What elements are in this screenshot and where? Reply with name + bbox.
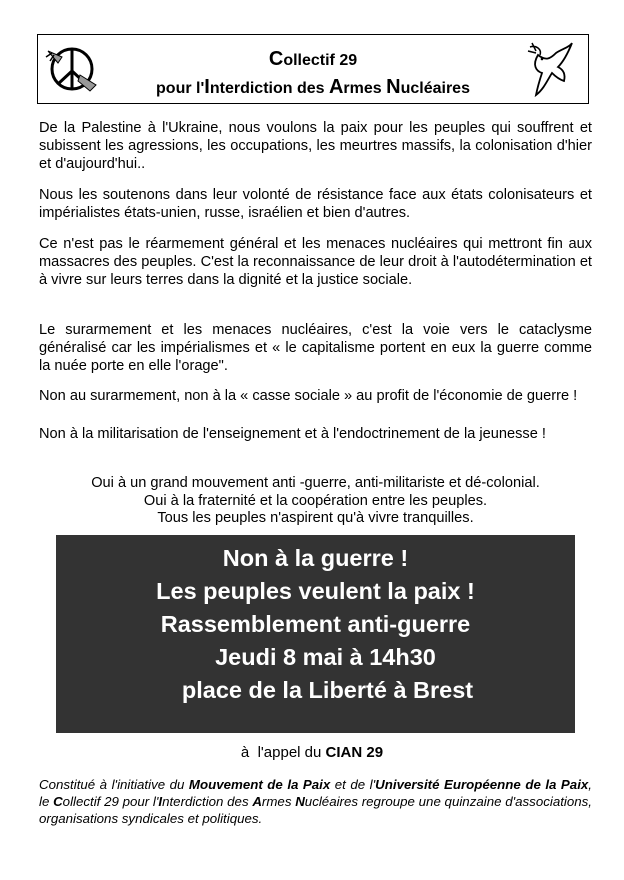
footer-text: ucléaires regroupe une quinzaine d'associations, organisations syndicales et politiques. <box>39 794 592 826</box>
banner-line-3: Rassemblement anti-guerre <box>160 611 471 637</box>
banner-line-1: Non à la guerre ! <box>222 545 409 571</box>
slogan-line: Oui à un grand mouvement anti -guerre, anti-militariste et dé-colonial. <box>91 475 540 491</box>
paragraph-text: Non à la militarisation de l'enseignement et à l'endoctrinement de la jeunesse ! <box>39 426 546 442</box>
footer-text: rmes <box>261 794 296 809</box>
paragraph-text: De la Palestine à l'Ukraine, nous voulons la paix pour les peuples qui souffrent et subissent les agressions, les occupations, les meurtres massifs, la colonisation d'hier et d'aujourd'hui.. <box>39 120 592 172</box>
paragraph-text: Nous les soutenons dans leur volonté de résistance face aux états colonisateurs et impérialistes états-unien, russe, israélien et bien d'autres. <box>39 187 592 221</box>
appeal-prefix: à l'appel du <box>240 744 326 761</box>
banner-line-4: Jeudi 8 mai à 14h30 <box>215 644 436 670</box>
footer-org-mouvement: Mouvement de la Paix <box>188 777 331 792</box>
slogans-block <box>39 475 592 528</box>
paragraph-3 <box>39 236 592 289</box>
title-line-2: pour l'Interdiction des Armes Nucléaires <box>156 76 470 98</box>
broken-missile-peace-icon <box>44 41 100 97</box>
banner-line-5: place de la Liberté à Brest <box>181 677 474 703</box>
appeal-line <box>0 743 624 763</box>
footer-initial: I <box>158 794 163 809</box>
footer-initial: C <box>53 794 63 809</box>
footer-text: Constitué à l'initiative du <box>39 777 189 792</box>
footer-initial: A <box>252 794 262 809</box>
footer-text: , le <box>39 777 592 809</box>
slogan-line: Oui à la fraternité et la coopération entre les peuples. <box>143 492 488 509</box>
footer-initial: N <box>295 794 305 809</box>
paragraph-1 <box>39 120 592 173</box>
footer-note <box>39 776 592 827</box>
rally-banner <box>56 535 575 733</box>
title-line-1: Collectif 29 <box>268 48 358 70</box>
peace-dove-icon <box>522 39 578 101</box>
paragraph-4 <box>39 322 592 375</box>
slogan-line: Tous les peuples n'aspirent qu'à vivre tranquilles. <box>157 510 474 527</box>
footer-text: ollectif 29 pour l' <box>62 794 159 809</box>
appeal-org: CIAN 29 <box>325 744 384 761</box>
banner-line-2: Les peuples veulent la paix ! <box>156 578 475 604</box>
paragraph-2 <box>39 187 592 223</box>
paragraph-6 <box>39 426 592 444</box>
paragraph-text: Non au surarmement, non à la « casse sociale » au profit de l'économie de guerre ! <box>39 388 578 404</box>
footer-org-universite: Université Européenne de la Paix <box>375 777 589 792</box>
paragraph-text: Le surarmement et les menaces nucléaires, c'est la voie vers le cataclysme généralisé car les impérialismes et « le capitalisme portent en eux la guerre comme la nuée porte en elle l'orage". <box>39 322 592 374</box>
footer-text: nterdiction des <box>162 794 253 809</box>
footer-text: et de l' <box>330 777 376 792</box>
paragraph-5 <box>39 388 592 406</box>
paragraph-text: Ce n'est pas le réarmement général et les menaces nucléaires qui mettront fin aux massacres des peuples. C'est la reconnaissance de leur droit à l'autodétermination et à vivre sur leurs terres dans la dignité et la justice sociale. <box>39 236 592 288</box>
header-box <box>37 34 589 104</box>
